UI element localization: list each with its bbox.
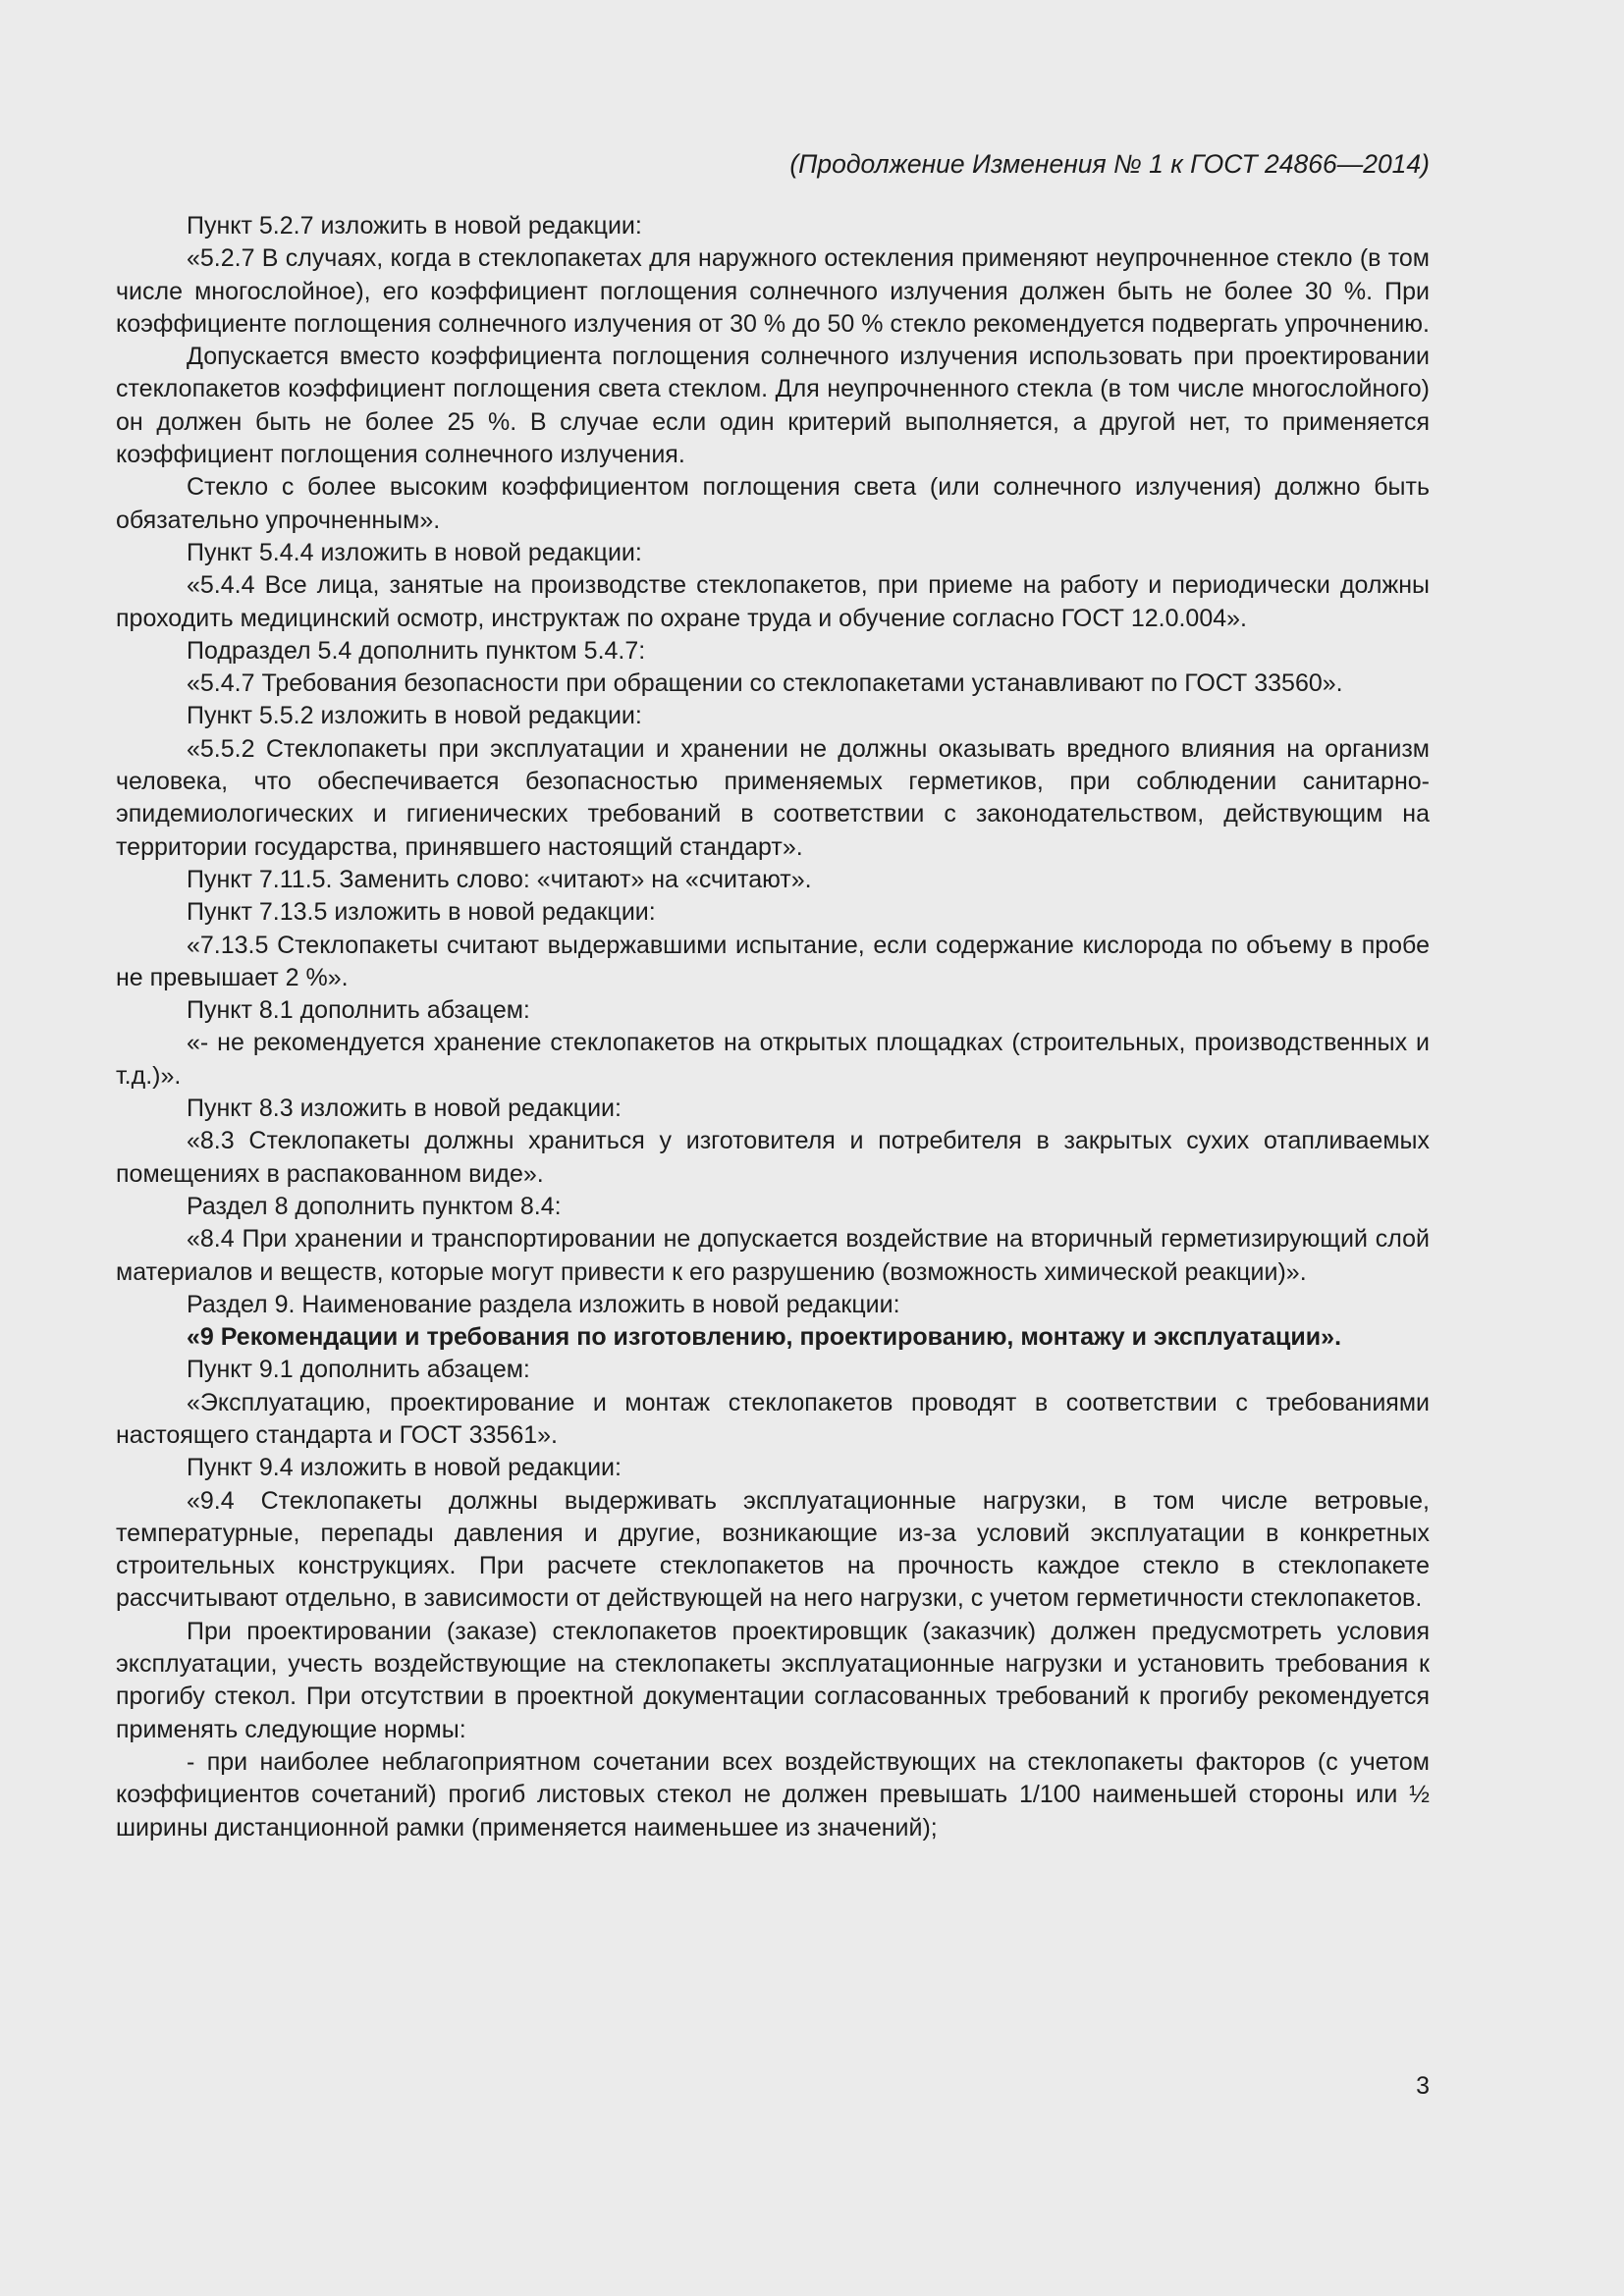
- paragraph: Стекло с более высоким коэффициентом поглощения света (или солнечного излучения) должно быть обязательно упрочненным».: [116, 473, 1430, 534]
- section-title-quote: «9 Рекомендации и требования по изготовлению, проектированию, монтажу и эксплуатации».: [187, 1323, 1342, 1352]
- paragraph: «- не рекомендуется хранение стеклопакетов на открытых площадках (строительных, производственных и т.д.)».: [116, 1029, 1430, 1090]
- paragraph: «7.13.5 Стеклопакеты считают выдержавшими испытание, если содержание кислорода по объему в пробе не превышает 2 %».: [116, 931, 1430, 991]
- paragraph: «5.4.4 Все лица, занятые на производстве стеклопакетов, при приеме на работу и периодически должны проходить медицинский осмотр, инструктаж по охране труда и обучение согласно ГОСТ 12.0.004».: [116, 571, 1430, 632]
- paragraph: «9.4 Стеклопакеты должны выдерживать эксплуатационные нагрузки, в том числе ветровые, температурные, перепады давления и другие, возникающие из-за условий эксплуатации в конкретных строительных конструкциях. При расчете стеклопакетов на прочность каждое стекло в стеклопакете рассчитывают отдельно, в зависимости от действующей на него нагрузки, с учетом герметичности стеклопакетов.: [116, 1486, 1430, 1613]
- paragraph: «5.4.7 Требования безопасности при обращении со стеклопакетами устанавливают по ГОСТ 33560».: [187, 669, 1343, 698]
- paragraph: Раздел 9. Наименование раздела изложить в новой редакции:: [187, 1290, 900, 1318]
- paragraph: Пункт 5.5.2 изложить в новой редакции:: [187, 702, 642, 730]
- running-head: (Продолжение Изменения № 1 к ГОСТ 24866—2014): [789, 149, 1430, 179]
- list-item: - при наиболее неблагоприятном сочетании всех воздействующих на стеклопакеты факторов (с учетом коэффициентов сочетаний) прогиб листовых стекол не должен превышать 1/100 наименьшей стороны или ½ ширины дистанционной рамки (применяется наименьшее из значений);: [116, 1747, 1430, 1842]
- paragraph: Допускается вместо коэффициента поглощения солнечного излучения использовать при проектировании стеклопакетов коэффициент поглощения света стеклом. Для неупрочненного стекла (в том числе многослойного) он должен быть не более 25 %. В случае если один критерий выполняется, а другой нет, то применяется коэффициент поглощения солнечного излучения.: [116, 343, 1430, 469]
- paragraph: «8.3 Стеклопакеты должны храниться у изготовителя и потребителя в закрытых сухих отапливаемых помещениях в распакованном виде».: [116, 1127, 1430, 1188]
- document-body: [116, 210, 1430, 1844]
- paragraph: Пункт 9.1 дополнить абзацем:: [187, 1356, 530, 1384]
- paragraph: Раздел 8 дополнить пунктом 8.4:: [187, 1192, 562, 1220]
- paragraph: Пункт 5.4.4 изложить в новой редакции:: [187, 538, 642, 566]
- paragraph: Пункт 5.2.7 изложить в новой редакции:: [187, 212, 642, 240]
- paragraph: Пункт 8.1 дополнить абзацем:: [187, 996, 530, 1025]
- paragraph: Пункт 9.4 изложить в новой редакции:: [187, 1454, 622, 1482]
- page-number: 3: [1416, 2072, 1430, 2100]
- paragraph: «5.2.7 В случаях, когда в стеклопакетах для наружного остекления применяют неупрочненное стекло (в том числе многослойное), его коэффициент поглощения солнечного излучения должен быть не более 30 %. При коэффициенте поглощения солнечного излучения от 30 % до 50 % стекло рекомендуется подвергать упрочнению.: [116, 244, 1430, 338]
- paragraph: Подраздел 5.4 дополнить пунктом 5.4.7:: [187, 636, 646, 665]
- document-page: [116, 0, 1430, 2296]
- paragraph: При проектировании (заказе) стеклопакетов проектировщик (заказчик) должен предусмотреть условия эксплуатации, учесть воздействующие на стеклопакеты эксплуатационные нагрузки и установить требования к прогибу стекол. При отсутствии в проектной документации согласованных требований к прогибу рекомендуется применять следующие нормы:: [116, 1617, 1430, 1743]
- paragraph: «5.5.2 Стеклопакеты при эксплуатации и хранении не должны оказывать вредного влияния на организм человека, что обеспечивается безопасностью применяемых герметиков, при соблюдении санитарно-эпидемиологических и гигиенических требований в соответствии с законодательством, действующим на территории государства, принявшего настоящий стандарт».: [116, 734, 1430, 861]
- paragraph: «8.4 При хранении и транспортировании не допускается воздействие на вторичный герметизирующий слой материалов и веществ, которые могут привести к его разрушению (возможность химической реакции)».: [116, 1225, 1430, 1286]
- paragraph: Пункт 8.3 изложить в новой редакции:: [187, 1095, 622, 1123]
- paragraph: Пункт 7.13.5 изложить в новой редакции:: [187, 898, 656, 927]
- paragraph: «Эксплуатацию, проектирование и монтаж стеклопакетов проводят в соответствии с требованиями настоящего стандарта и ГОСТ 33561».: [116, 1388, 1430, 1449]
- paragraph: Пункт 7.11.5. Заменить слово: «читают» на «считают».: [187, 865, 812, 893]
